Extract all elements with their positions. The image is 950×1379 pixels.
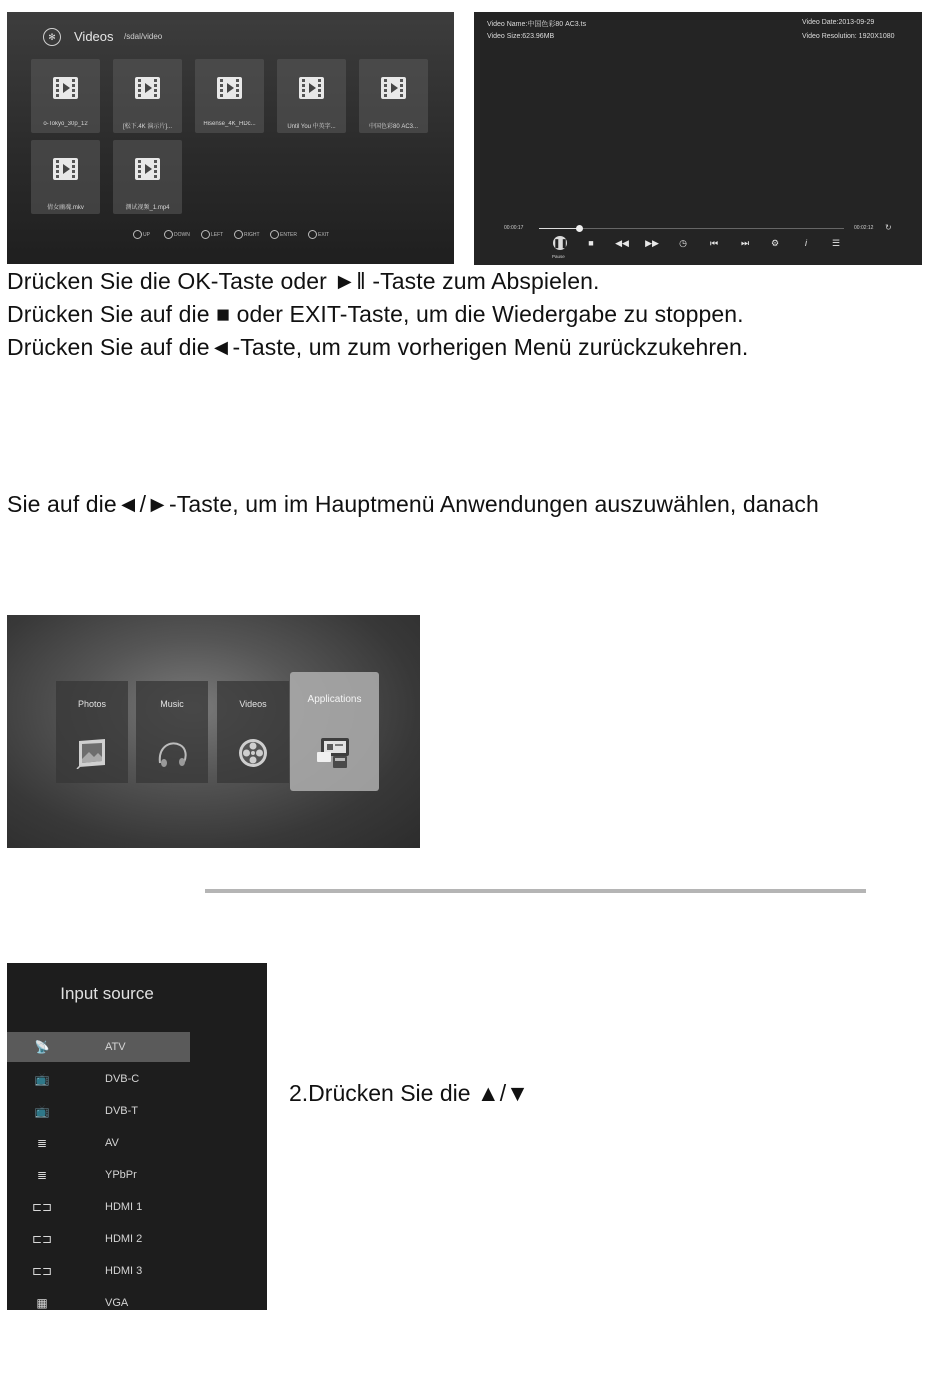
rewind-button[interactable]: ◀◀ <box>615 238 629 248</box>
previous-button[interactable]: ⏮ <box>709 238 719 248</box>
film-icon <box>53 158 78 180</box>
source-label: ATV <box>105 1041 126 1053</box>
section-divider <box>205 889 866 893</box>
video-file-name: Hisense_4K_HDc... <box>203 121 256 127</box>
video-file-tile[interactable] <box>113 140 182 214</box>
film-icon <box>135 77 160 99</box>
video-file-tile[interactable] <box>359 59 428 133</box>
hint-up: UP <box>133 230 150 239</box>
tv-antenna-icon: 📺 <box>34 1072 50 1086</box>
tv-antenna-icon: 📺 <box>34 1104 50 1118</box>
video-browser-screen <box>7 12 454 264</box>
hint-right: RIGHT <box>234 230 260 239</box>
clock-button[interactable]: ◷ <box>679 238 687 248</box>
hdmi-port-icon: ⊏⊐ <box>31 1232 53 1246</box>
menu-card-label: Photos <box>77 699 107 709</box>
video-file-tile[interactable] <box>113 59 182 133</box>
menu-card-label: Applications <box>307 694 362 705</box>
source-label: DVB-T <box>105 1105 138 1117</box>
right-key-icon <box>234 230 243 239</box>
source-item-dvb-c[interactable] <box>7 1064 190 1094</box>
satellite-dish-icon: 📡 <box>34 1040 50 1054</box>
info-button[interactable]: i <box>805 238 807 248</box>
hint-exit: EXIT <box>308 230 329 239</box>
source-item-hdmi3[interactable] <box>7 1256 190 1286</box>
instruction-back: Drücken Sie auf die◄-Taste, um zum vorherigen Menü zurückzukehren. <box>7 334 749 360</box>
source-label: HDMI 1 <box>105 1201 143 1213</box>
browser-title: Videos <box>74 29 114 44</box>
film-icon <box>135 158 160 180</box>
source-label: AV <box>105 1137 119 1149</box>
menu-card-photos[interactable] <box>56 681 128 783</box>
applications-icon <box>315 734 355 770</box>
instruction-play: Drücken Sie die OK-Taste oder ►‖ -Taste zum Abspielen. <box>7 268 600 294</box>
vga-port-icon: ▦ <box>36 1296 48 1310</box>
source-item-atv[interactable] <box>7 1032 190 1062</box>
hint-enter: ENTER <box>270 230 297 239</box>
source-label: HDMI 2 <box>105 1233 143 1245</box>
down-key-icon <box>164 230 173 239</box>
source-item-ypbpr[interactable] <box>7 1160 190 1190</box>
source-item-hdmi2[interactable] <box>7 1224 190 1254</box>
up-key-icon <box>133 230 142 239</box>
exit-key-icon <box>308 230 317 239</box>
music-headphones-icon <box>155 737 189 769</box>
time-total: 00:02:12 <box>854 225 874 231</box>
enter-key-icon <box>270 230 279 239</box>
menu-card-label: Videos <box>239 699 267 709</box>
repeat-icon[interactable]: ↻ <box>885 223 892 232</box>
source-item-av[interactable] <box>7 1128 190 1158</box>
stop-button[interactable]: ■ <box>588 238 594 248</box>
video-file-tile[interactable] <box>195 59 264 133</box>
progress-fill <box>539 228 579 229</box>
playlist-button[interactable]: ☰ <box>831 238 841 248</box>
input-source-title: Input source <box>60 984 154 1003</box>
source-label: VGA <box>105 1297 129 1309</box>
time-current: 00:00:17 <box>504 225 524 231</box>
film-icon <box>217 77 242 99</box>
source-item-vga[interactable] <box>7 1288 190 1310</box>
browser-path: /sdal/video <box>124 32 163 41</box>
video-file-name: 倩女幽魂.mkv <box>47 205 84 211</box>
source-item-dvb-t[interactable] <box>7 1096 190 1126</box>
menu-card-videos[interactable] <box>217 681 289 783</box>
instruction-up-down: 2.Drücken Sie die ▲/▼ <box>289 1080 529 1106</box>
source-label: DVB-C <box>105 1073 140 1085</box>
instruction-stop: Drücken Sie auf die ■ oder EXIT-Taste, um die Wiedergabe zu stoppen. <box>7 301 744 327</box>
source-label: HDMI 3 <box>105 1265 143 1277</box>
film-reel-icon <box>236 737 270 769</box>
rca-cable-icon: ≣ <box>36 1136 48 1150</box>
video-resolution: Video Resolution: 1920X1080 <box>802 33 895 40</box>
pause-label: Pause <box>552 254 565 259</box>
video-file-tile[interactable] <box>31 59 100 133</box>
video-file-tile[interactable] <box>31 140 100 214</box>
left-key-icon <box>201 230 210 239</box>
next-button[interactable]: ⏭ <box>740 238 750 248</box>
video-file-name: o-Tokyo_30p_12 <box>43 121 88 127</box>
progress-knob[interactable] <box>576 225 583 232</box>
source-label: YPbPr <box>105 1169 137 1181</box>
hint-left: LEFT <box>201 230 223 239</box>
videos-reel-icon: ✻ <box>43 28 61 46</box>
video-player-screen <box>474 12 922 265</box>
video-file-name: Until You 中英字... <box>287 124 336 130</box>
fast-forward-button[interactable]: ▶▶ <box>645 238 659 248</box>
input-source-screen <box>7 963 267 1310</box>
main-menu-screen <box>7 615 420 848</box>
source-item-hdmi1[interactable] <box>7 1192 190 1222</box>
film-icon <box>381 77 406 99</box>
video-file-name: 测试视频_1.mp4 <box>125 205 170 211</box>
video-file-name: 中国色彩80 AC3... <box>368 124 418 130</box>
menu-card-applications[interactable] <box>290 672 379 791</box>
film-icon <box>299 77 324 99</box>
video-size: Video Size:623.96MB <box>487 33 555 40</box>
hdmi-port-icon: ⊏⊐ <box>31 1200 53 1214</box>
instruction-select-app: Sie auf die◄/►-Taste, um im Hauptmenü Anwendungen auszuwählen, danach <box>7 491 819 517</box>
video-file-tile[interactable] <box>277 59 346 133</box>
hdmi-port-icon: ⊏⊐ <box>31 1264 53 1278</box>
settings-button[interactable]: ⚙ <box>770 238 780 248</box>
pause-button[interactable]: ❚❚ <box>553 238 569 248</box>
photos-icon <box>75 737 109 769</box>
component-cable-icon: ≣ <box>36 1168 48 1182</box>
video-name: Video Name:中国色彩80 AC3.ts <box>487 21 587 28</box>
menu-card-music[interactable] <box>136 681 208 783</box>
progress-bar[interactable] <box>539 228 844 229</box>
video-date: Video Date:2013-09-29 <box>802 19 875 26</box>
video-file-name: [松下.4K 演示片]... <box>122 124 172 130</box>
film-icon <box>53 77 78 99</box>
menu-card-label: Music <box>160 699 184 709</box>
hint-down: DOWN <box>164 230 190 239</box>
